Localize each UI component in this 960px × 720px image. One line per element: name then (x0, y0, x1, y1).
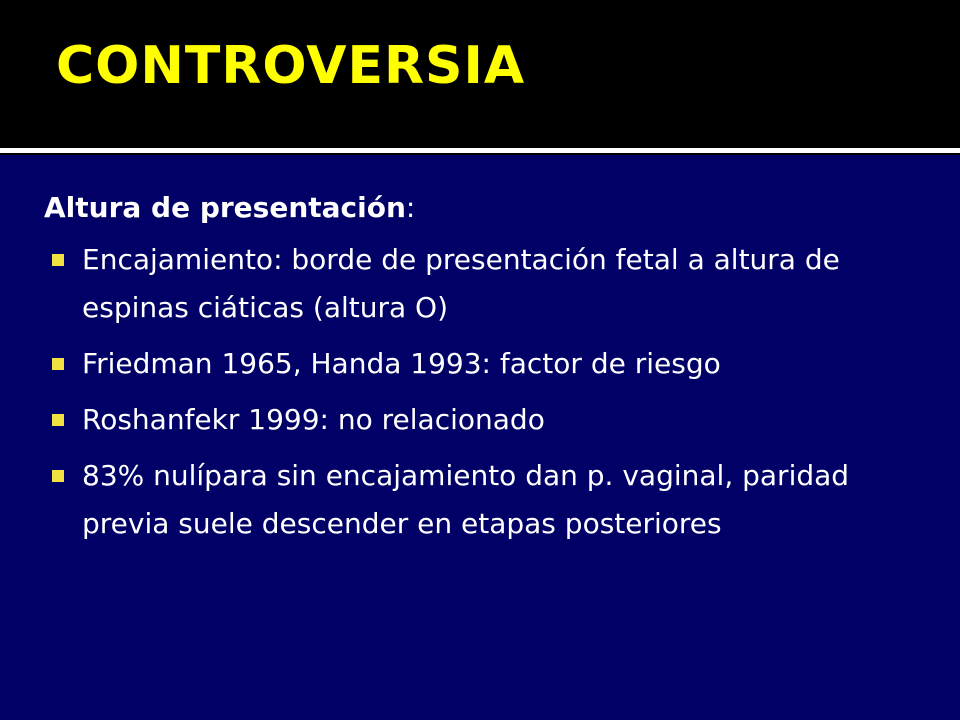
bullet-item (44, 396, 914, 444)
square-bullet-icon (52, 358, 64, 370)
bullet-text: 83% nulípara sin encajamiento dan p. vaginal, paridad previa suele descender en etapas posteriores (82, 459, 850, 540)
subheading-colon: : (405, 191, 416, 224)
title-divider (0, 148, 960, 153)
bullet-item (44, 452, 914, 548)
square-bullet-icon (52, 470, 64, 482)
square-bullet-icon (52, 414, 64, 426)
bullet-item (44, 236, 914, 332)
title-band (0, 0, 960, 148)
bullet-text: Friedman 1965, Handa 1993: factor de riesgo (82, 347, 721, 380)
subheading-label: Altura de presentación (44, 191, 406, 224)
bullet-text: Encajamiento: borde de presentación fetal a altura de espinas ciáticas (altura O) (82, 243, 840, 324)
square-bullet-icon (52, 254, 64, 266)
subheading (44, 188, 415, 228)
bullet-item (44, 340, 914, 388)
slide-title: CONTROVERSIA (56, 36, 526, 96)
bullet-text: Roshanfekr 1999: no relacionado (82, 403, 545, 436)
bullet-list (44, 236, 914, 556)
